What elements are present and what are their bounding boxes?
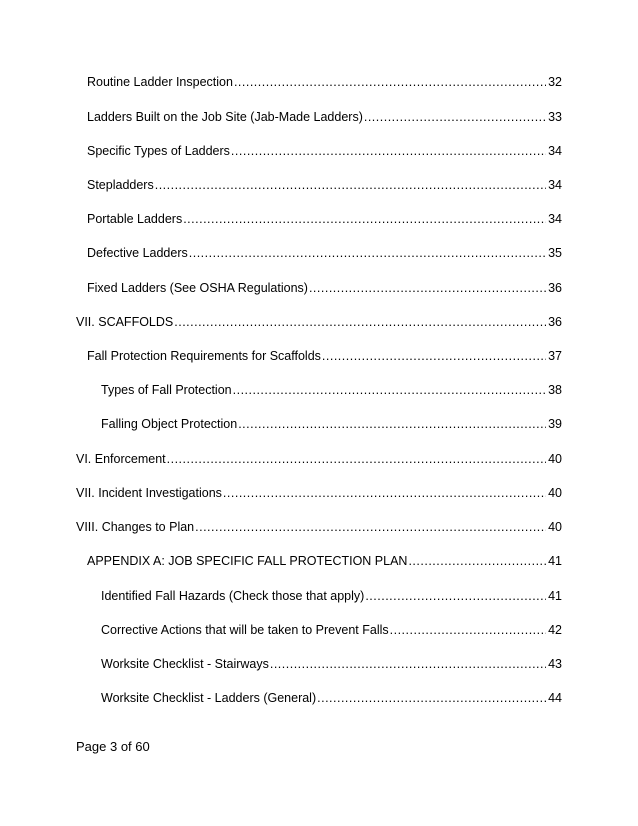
toc-entry-routine-ladder-inspection[interactable] [87,74,562,90]
toc-entry-falling-object-protection[interactable] [101,416,562,432]
toc-entry-identified-fall-hazards[interactable] [101,588,562,604]
toc-dot-leader [174,314,546,330]
toc-entry-page: 41 [548,554,562,568]
toc-entry-title: VII. SCAFFOLDS [76,315,174,329]
toc-entry-title: Portable Ladders [87,212,183,226]
toc-dot-leader [183,211,546,227]
toc-entry-title: Fixed Ladders (See OSHA Regulations) [87,281,308,295]
toc-dot-leader [234,74,546,90]
toc-entry-appendix-a[interactable] [87,553,562,569]
toc-entry-page: 41 [548,589,562,603]
toc-entry-page: 40 [548,486,562,500]
toc-entry-page: 39 [548,417,562,431]
toc-entry-page: 32 [548,75,562,89]
toc-dot-leader [322,348,546,364]
toc-entry-corrective-actions[interactable] [101,622,562,638]
toc-entry-worksite-checklist-ladders[interactable] [101,690,562,706]
toc-dot-leader [317,690,546,706]
toc-entry-title: Corrective Actions that will be taken to Prevent Falls [101,623,389,637]
toc-dot-leader [270,656,546,672]
toc-entry-portable-ladders[interactable] [87,211,562,227]
toc-entry-page: 34 [548,212,562,226]
toc-entry-types-of-fall-protection[interactable] [101,382,562,398]
toc-entry-page: 36 [548,315,562,329]
toc-entry-page: 37 [548,349,562,363]
toc-entry-page: 36 [548,281,562,295]
toc-entry-title: Ladders Built on the Job Site (Jab-Made Ladders) [87,110,363,124]
toc-dot-leader [155,177,546,193]
toc-entry-fixed-ladders[interactable] [87,280,562,296]
toc-entry-defective-ladders[interactable] [87,245,562,261]
toc-entry-title: Stepladders [87,178,154,192]
toc-dot-leader [189,245,546,261]
toc-dot-leader [390,622,546,638]
toc-dot-leader [365,588,546,604]
toc-dot-leader [231,143,546,159]
toc-dot-leader [195,519,546,535]
toc-entry-stepladders[interactable] [87,177,562,193]
toc-entry-title: Fall Protection Requirements for Scaffolds [87,349,321,363]
toc-entry-changes-to-plan[interactable] [76,519,562,535]
toc-entry-page: 43 [548,657,562,671]
toc-entry-title: VII. Incident Investigations [76,486,222,500]
toc-entry-title: VIII. Changes to Plan [76,520,195,534]
toc-dot-leader [167,451,546,467]
toc-entry-title: Worksite Checklist - Ladders (General) [101,691,317,705]
toc-entry-page: 42 [548,623,562,637]
toc-dot-leader [408,553,546,569]
toc-entry-page: 35 [548,246,562,260]
toc-entry-enforcement[interactable] [76,451,562,467]
toc-entry-specific-types-of-ladders[interactable] [87,143,562,159]
page-footer-number: Page 3 of 60 [76,739,150,754]
toc-entry-title: APPENDIX A: JOB SPECIFIC FALL PROTECTION PLAN [87,554,408,568]
toc-entry-title: Specific Types of Ladders [87,144,230,158]
toc-dot-leader [364,109,546,125]
toc-entry-title: Identified Fall Hazards (Check those that apply) [101,589,365,603]
toc-entry-page: 34 [548,144,562,158]
toc-dot-leader [238,416,546,432]
toc-entry-worksite-checklist-stairways[interactable] [101,656,562,672]
toc-entry-scaffolds[interactable] [76,314,562,330]
toc-entry-title: Types of Fall Protection [101,383,232,397]
toc-dot-leader [233,382,546,398]
toc-entry-title: Worksite Checklist - Stairways [101,657,269,671]
toc-entry-page: 40 [548,452,562,466]
toc-entry-page: 34 [548,178,562,192]
toc-entry-ladders-built-on-job-site[interactable] [87,109,562,125]
toc-dot-leader [309,280,546,296]
toc-dot-leader [223,485,546,501]
toc-entry-title: Routine Ladder Inspection [87,75,233,89]
toc-entry-fall-protection-requirements-scaffolds[interactable] [87,348,562,364]
toc-entry-page: 44 [548,691,562,705]
toc-entry-title: Falling Object Protection [101,417,238,431]
toc-entry-page: 40 [548,520,562,534]
toc-entry-page: 38 [548,383,562,397]
toc-entry-incident-investigations[interactable] [76,485,562,501]
toc-entry-title: VI. Enforcement [76,452,166,466]
toc-entry-page: 33 [548,110,562,124]
toc-entry-title: Defective Ladders [87,246,188,260]
